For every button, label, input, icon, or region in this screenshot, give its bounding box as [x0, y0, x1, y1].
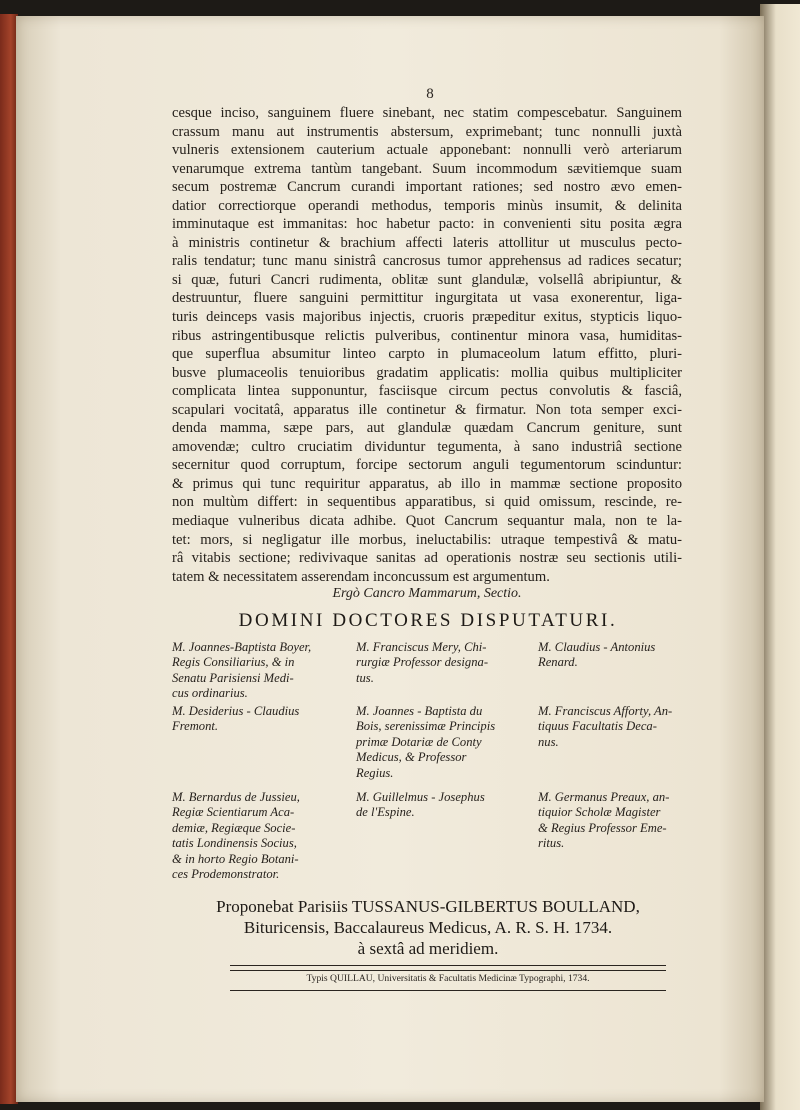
page-number: 8: [426, 86, 434, 102]
doctor-line: nus.: [538, 734, 559, 749]
doctor-entry: [172, 704, 352, 735]
text-line: denda mamma, sæpe pars, aut glandulæ quædam Cancrum geniture, sunt: [172, 420, 682, 437]
announcement-line: à sextâ ad meridiem.: [357, 939, 499, 958]
doctor-line: Regius.: [356, 765, 394, 780]
announcement-line: Proponebat Parisiis TUSSANUS-GILBERTUS BOULLAND,: [216, 897, 640, 916]
text-line: ralis tendatur; tunc manu sinistrâ cancrosus tumor apprehensus ad radices secatur;: [172, 253, 682, 270]
printer-imprint: Typis QUILLAU, Universitatis & Facultatis Medicinæ Typographi, 1734.: [306, 973, 590, 984]
doctor-line: Medicus, & Professor: [356, 750, 467, 765]
text-line: mediaque vulneribus dicata adhibe. Quot Cancrum sequantur mala, non te la-: [172, 513, 682, 530]
divider-rule: [230, 965, 666, 966]
doctor-line: M. Franciscus Afforty, An-: [538, 704, 673, 718]
doctor-entry: [356, 704, 534, 781]
doctor-line: primæ Dotariæ de Conty: [356, 734, 482, 749]
doctor-line: de l'Espine.: [356, 805, 415, 820]
doctor-line: cus ordinarius.: [172, 686, 248, 701]
text-line: complicata lintea supponuntur, fasciisque circum pectus convolutis & fasciâ,: [172, 383, 682, 400]
doctor-entry: [538, 790, 698, 852]
text-line: turis deinceps vasis majoribus injectis, cruoris præpeditur exitus, stypticis liquo-: [172, 309, 682, 326]
text-line: cesque inciso, sanguinem fluere sinebant, nec statim compescebatur. Sanguinem: [172, 105, 682, 121]
doctor-line: ces Prodemonstrator.: [172, 867, 280, 882]
doctors-row: [172, 704, 684, 790]
announcement-line: Bituricensis, Baccalaureus Medicus, A. R. S. H. 1734.: [243, 918, 613, 937]
doctor-line: M. Desiderius - Claudius: [172, 704, 300, 718]
text-line: scapulari vocitatâ, apparatus ille continetur & firmatur. Non tota semper exci-: [172, 401, 682, 418]
text-line: secum postremæ Cancrum curandi important rationes; sed nostro ævo emen-: [172, 179, 682, 196]
doctor-line: Bois, serenissimæ Principis: [356, 719, 496, 734]
doctors-row: [172, 640, 684, 704]
text-line: secernitur quod corruptum, forcipe sectorum anguli tegumentorum scinduntur:: [172, 457, 682, 474]
text-line: imminutaque est immanitas: hoc habetur pacto: in convenienti situ posita ægra: [172, 216, 682, 233]
text-line: venarumque extrema tantùm tangebant. Suum incommodum sævitiemque suam: [172, 160, 682, 177]
text-line: tatem & necessitatem asserendam inconcussum est argumentum.: [172, 568, 550, 585]
doctor-line: tus.: [356, 670, 374, 685]
text-line: datior correctiorque operandi methodus, temporis minùs insumit, & delinita: [172, 197, 682, 214]
text-line: si quæ, futuri Cancri rudimenta, oblitæ sunt glandulæ, volsellâ abripiuntur, &: [172, 271, 682, 288]
body-paragraph: [172, 104, 682, 586]
doctor-entry: [172, 640, 352, 702]
text-line: ribus astringentibusque relictis pulveribus, continentur minora vasa, humiditas-: [172, 327, 682, 344]
doctor-entry: [356, 640, 534, 686]
doctor-line: M. Germanus Preaux, an-: [538, 790, 670, 804]
text-line: non multùm differt: in sequentibus apparatibus, si quid omissum, rescinde, re-: [172, 494, 682, 511]
doctors-heading: DOMINI DOCTORES DISPUTATURI.: [238, 610, 618, 631]
doctor-line: Renard.: [538, 655, 578, 670]
doctors-row: [172, 790, 684, 890]
doctor-line: M. Franciscus Mery, Chi-: [356, 640, 487, 654]
doctor-entry: [356, 790, 534, 821]
text-line: busve plumaceolis tenuioribus gradatim applicatis: mollia quibus multipliciter: [172, 364, 682, 381]
text-line: crassum manu aut instrumentis abstersum, exprimebant; tunc nonnulli juxtà: [172, 123, 682, 140]
thesis-conclusion: Ergò Cancro Mammarum, Sectio.: [332, 586, 522, 601]
text-line: & primus qui tunc requiritur apparatus, ab illo in mammæ sectione proposito: [172, 475, 682, 492]
doctor-entry: [538, 640, 698, 671]
doctor-line: tatis Londinensis Socius,: [172, 836, 297, 851]
doctor-line: Fremont.: [172, 719, 219, 734]
doctor-line: M. Bernardus de Jussieu,: [172, 790, 300, 804]
doctor-line: rurgiæ Professor designa-: [356, 655, 489, 670]
doctor-line: M. Joannes-Baptista Boyer,: [172, 640, 312, 654]
doctor-line: M. Claudius - Antonius: [538, 640, 656, 654]
text-line: râ vitabis sectione; redivivaque sanitas ad operationis nostræ seu sectionis utili-: [172, 550, 682, 567]
text-line: destruuntur, fluere sanguini permittitur ingurgitata ut vasa exonerentur, liga-: [172, 290, 682, 307]
text-line: tet: mors, si negligatur ille morbus, ineluctabilis: utraque tempestivâ & matu-: [172, 531, 682, 548]
doctor-entry: [172, 790, 352, 882]
doctor-entry: [538, 704, 698, 750]
doctor-line: Regiæ Scientiarum Aca-: [172, 805, 295, 820]
divider-rule: [230, 990, 666, 991]
doctor-line: Regis Consiliarius, & in: [172, 655, 295, 670]
doctors-list: [172, 640, 684, 890]
text-line: amovendæ; cultro cruciatim dividuntur tegumenta, à sano industriâ sectione: [172, 438, 682, 455]
doctor-line: tiquior Scholæ Magister: [538, 805, 661, 820]
doctor-line: tiquus Facultatis Deca-: [538, 719, 657, 734]
doctor-line: ritus.: [538, 836, 565, 851]
text-line: que superflua absumitur linteo carpto in plumaceolum latum effitto, pluri-: [172, 346, 682, 363]
doctor-line: & Regius Professor Eme-: [538, 820, 667, 835]
text-line: vulneris extensionem cauterium actuale apponebant: nonnulli verò arteriarum: [172, 142, 682, 159]
doctor-line: M. Joannes - Baptista du: [356, 704, 483, 718]
defense-announcement: [172, 896, 684, 959]
doctor-line: & in horto Regio Botani-: [172, 851, 299, 866]
text-line: à ministris continetur & brachium affecti lateris attollitur ut musculus pecto-: [172, 234, 682, 251]
divider-rule: [230, 970, 666, 971]
doctor-line: demiæ, Regiæque Socie-: [172, 820, 296, 835]
doctor-line: Senatu Parisiensi Medi-: [172, 670, 294, 685]
adjacent-page-edge: [760, 4, 800, 1110]
doctor-line: M. Guillelmus - Josephus: [356, 790, 485, 804]
